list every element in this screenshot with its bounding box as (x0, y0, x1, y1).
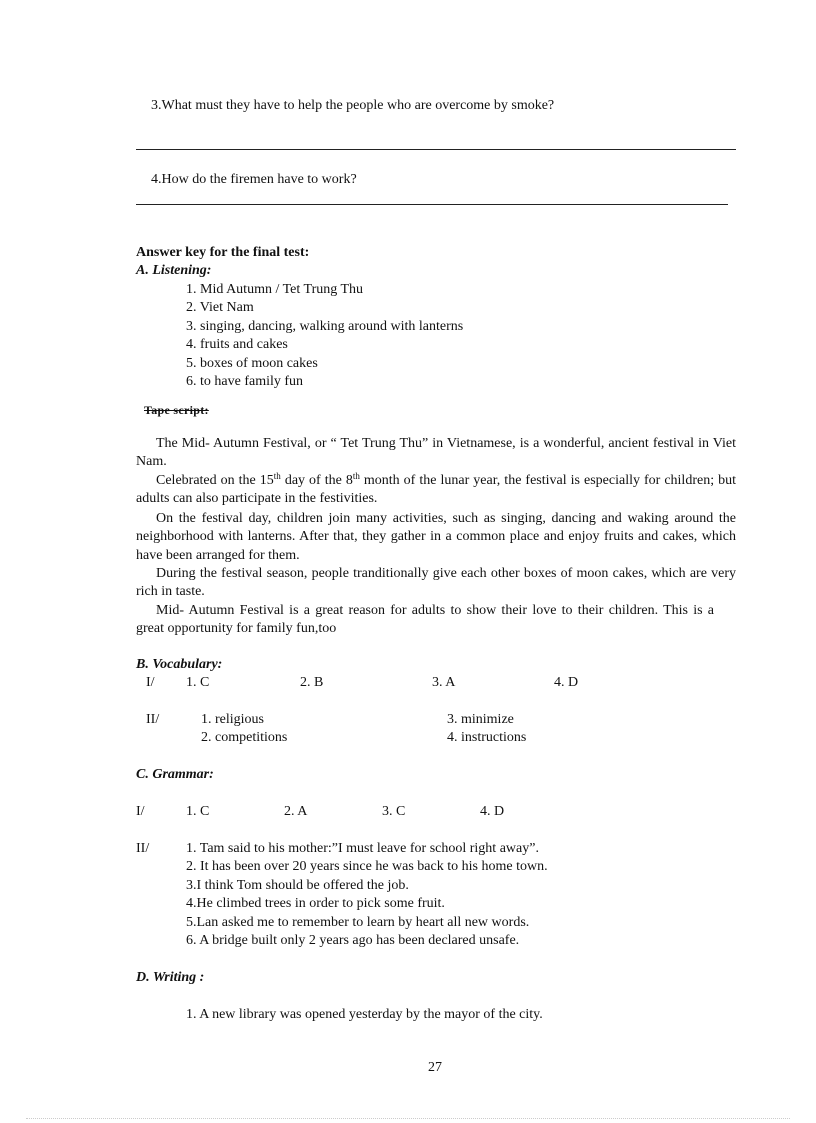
question-4: 4.How do the firemen have to work? (151, 172, 357, 187)
tape-script-paragraph-5 (136, 602, 714, 639)
answer-line-4 (136, 204, 728, 205)
tape-script-paragraph-3 (136, 510, 736, 565)
vocabulary-part-2-answer-2: 2. competitions (201, 730, 288, 745)
vocabulary-part-2-answer-4: 4. instructions (447, 730, 527, 745)
tape-script-p1-text: The Mid- Autumn Festival, or “ Tet Trung Thu” in Vietnamese, is a wonderful, ancient festival in Viet Nam. (136, 436, 736, 470)
answer-line-3 (136, 149, 736, 150)
vocabulary-part-1-answer-1: 1. C (186, 675, 210, 690)
page-number: 27 (428, 1060, 442, 1075)
vocabulary-heading: B. Vocabulary: (136, 657, 223, 672)
vocabulary-part-2-answer-3: 3. minimize (447, 712, 514, 727)
vocabulary-part-1-answer-2: 2. B (300, 675, 324, 690)
tape-script-p2-text-a: Celebrated on the 15 (156, 473, 274, 488)
listening-item-1: 1. Mid Autumn / Tet Trung Thu (186, 282, 364, 297)
listening-heading: A. Listening: (136, 263, 212, 278)
grammar-part-2-answer-3: 3.I think Tom should be offered the job. (186, 878, 409, 893)
vocabulary-part-2-label: II/ (146, 712, 160, 727)
tape-script-p4-text: During the festival season, people tranditionally give each other boxes of moon cakes, which are very rich in taste. (136, 566, 736, 600)
vocabulary-part-2-answer-1: 1. religious (201, 712, 264, 727)
grammar-part-2-answer-5: 5.Lan asked me to remember to learn by heart all new words. (186, 915, 530, 930)
grammar-part-1-answer-1: 1. C (186, 804, 210, 819)
page-bottom-border (26, 1118, 790, 1119)
tape-script-p2-sup-1: th (273, 471, 281, 481)
grammar-part-2-answer-6: 6. A bridge built only 2 years ago has been declared unsafe. (186, 933, 520, 948)
tape-script-p2-text-c: month of the lunar year, the festival is especially for children; but adults can also participate in the festivities. (136, 473, 736, 507)
tape-script-p2-sup-2: th (352, 471, 360, 481)
tape-script-p3-text: On the festival day, children join many activities, such as singing, dancing and waking around the neighborhood with lanterns. After that, they gather in a common place and enjoy fruits and cakes, which have been arranged for them. (136, 511, 736, 563)
listening-item-2: 2. Viet Nam (186, 300, 254, 315)
vocabulary-part-1-answer-3: 3. A (432, 675, 456, 690)
vocabulary-part-1-answer-4: 4. D (554, 675, 579, 690)
grammar-part-2-label: II/ (136, 841, 150, 856)
writing-answer-1: 1. A new library was opened yesterday by the mayor of the city. (186, 1007, 543, 1022)
grammar-part-2-answer-4: 4.He climbed trees in order to pick some fruit. (186, 896, 445, 911)
tape-script-p5-text: Mid- Autumn Festival is a great reason for adults to show their love to their children. This is a great opportunity for family fun,too (136, 603, 714, 637)
grammar-part-2-answer-2: 2. It has been over 20 years since he was back to his home town. (186, 859, 548, 874)
tape-script-paragraph-1 (136, 435, 736, 472)
grammar-part-1-answer-3: 3. C (382, 804, 406, 819)
tape-script-label: Tape script: (144, 403, 209, 417)
listening-item-4: 4. fruits and cakes (186, 337, 288, 352)
grammar-part-1-answer-2: 2. A (284, 804, 308, 819)
question-3: 3.What must they have to help the people who are overcome by smoke? (151, 98, 555, 113)
grammar-part-1-label: I/ (136, 804, 145, 819)
tape-script-paragraph-4 (136, 565, 736, 602)
grammar-heading: C. Grammar: (136, 767, 214, 782)
tape-script-paragraph-2 (136, 472, 736, 509)
answer-key-title: Answer key for the final test: (136, 245, 310, 260)
listening-item-3: 3. singing, dancing, walking around with lanterns (186, 319, 464, 334)
writing-heading: D. Writing : (136, 970, 205, 985)
vocabulary-part-1-label: I/ (146, 675, 155, 690)
listening-item-5: 5. boxes of moon cakes (186, 356, 318, 371)
listening-item-6: 6. to have family fun (186, 374, 304, 389)
grammar-part-2-answer-1: 1. Tam said to his mother:”I must leave for school right away”. (186, 841, 539, 856)
grammar-part-1-answer-4: 4. D (480, 804, 505, 819)
tape-script-p2-text-b: day of the 8 (280, 473, 353, 488)
